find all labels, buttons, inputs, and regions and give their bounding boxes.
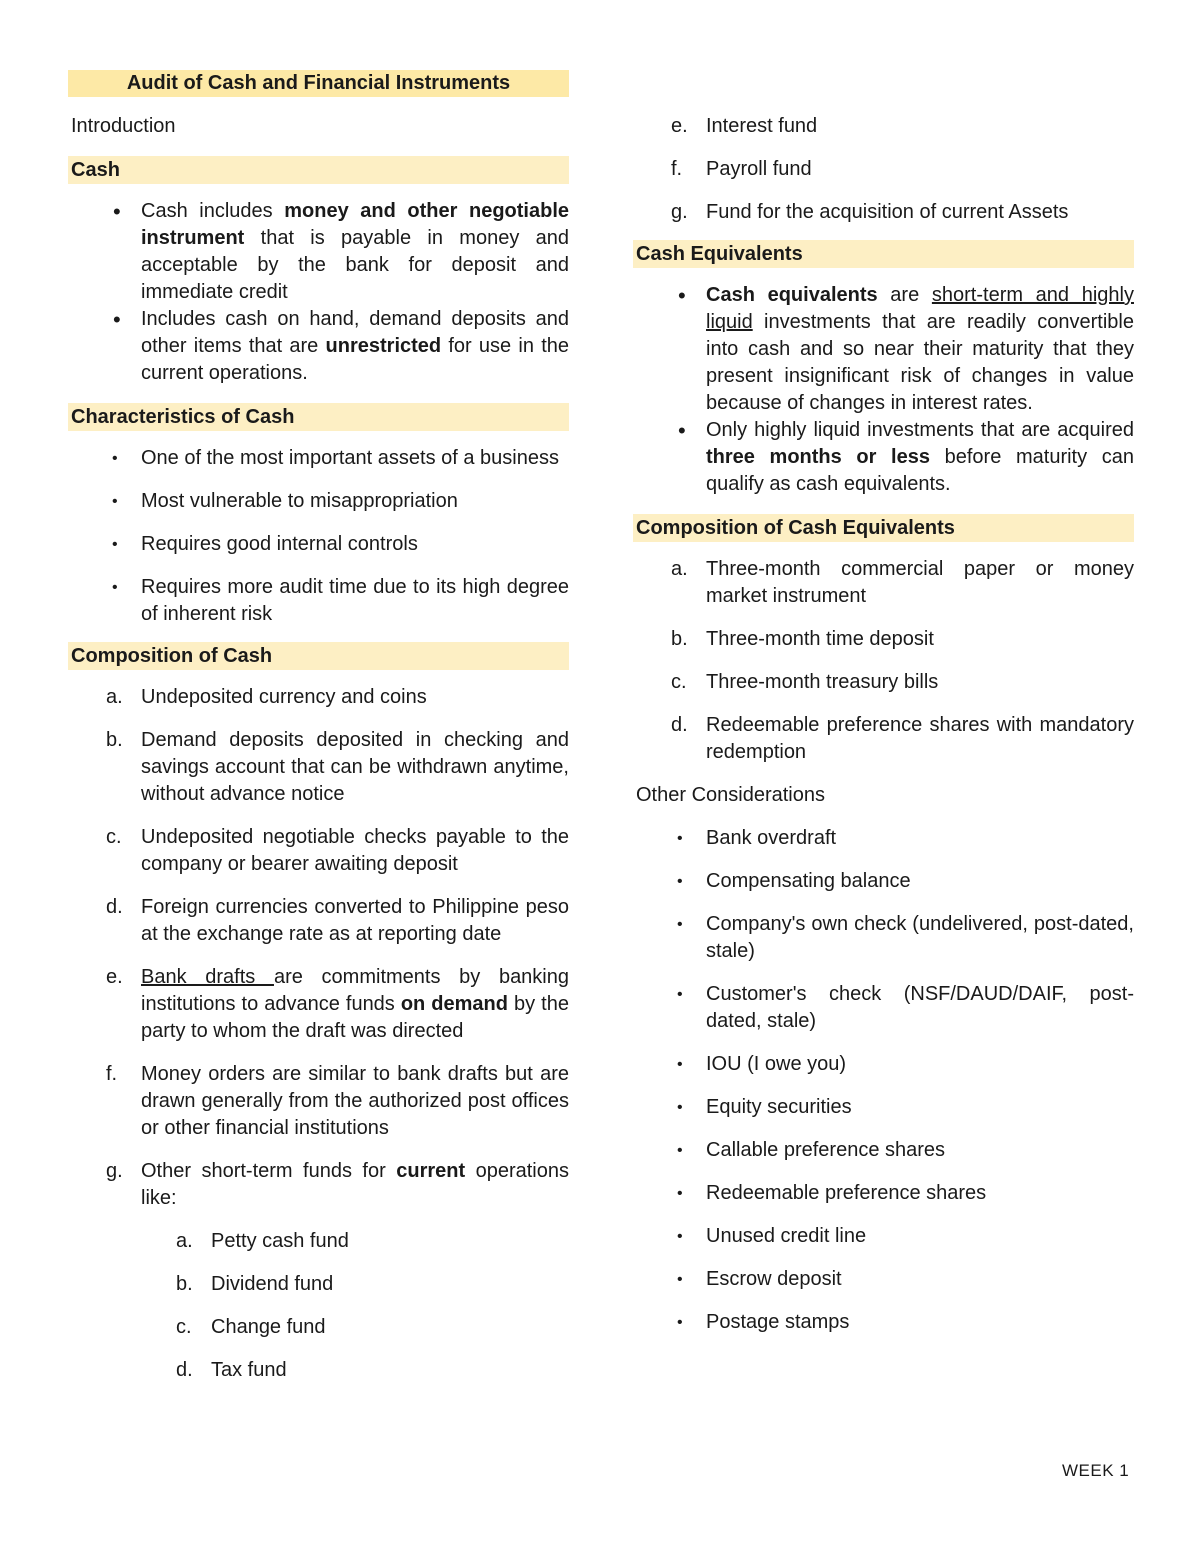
list-item: • Compensating balance [633,868,1134,895]
list-item: • Requires good internal controls [68,531,569,558]
cash-bullet-definition: • Cash includes money and other negotiable instrument that is payable in money and acceptable by the bank for deposit and immediate credit [68,198,569,306]
list-item: • IOU (I owe you) [633,1051,1134,1078]
section-heading-characteristics: Characteristics of Cash [68,403,569,431]
funds-sublist-continued [633,113,1134,226]
list-item: • Company's own check (undelivered, post-dated, stale) [633,911,1134,965]
list-item: • Escrow deposit [633,1266,1134,1293]
cash-bullet-includes: • Includes cash on hand, demand deposits and other items that are unrestricted for use in the current operations. [68,306,569,387]
list-item: d. Foreign currencies converted to Philippine peso at the exchange rate as at reporting date [106,896,569,945]
list-item: a. Petty cash fund [176,1230,349,1252]
list-item: • Most vulnerable to misappropriation [68,488,569,515]
left-column [68,70,569,1400]
list-item: • Bank overdraft [633,825,1134,852]
list-item: • One of the most important assets of a business [68,445,569,472]
list-item: g. Other short-term funds for current operations like: [106,1160,569,1209]
cash-bullet-list [68,198,569,387]
list-item: • Postage stamps [633,1309,1134,1336]
list-item: a. Three-month commercial paper or money market instrument [671,558,1134,607]
list-item: • Customer's check (NSF/DAUD/DAIF, post-dated, stale) [633,981,1134,1035]
list-item: e. Interest fund [671,115,818,137]
list-item: f. Payroll fund [671,158,812,180]
cash-equivalents-definition: • Cash equivalents are short-term and highly liquid investments that are readily convertible into cash and so near their maturity that they present insignificant risk of changes in value because of changes in interest rates. [633,282,1134,417]
list-item: • Equity securities [633,1094,1134,1121]
cash-equivalents-qualification: • Only highly liquid investments that are acquired three months or less before maturity can qualify as cash equivalents. [633,417,1134,498]
section-heading-composition-cash: Composition of Cash [68,642,569,670]
funds-sublist [68,1228,569,1384]
introduction-label: Introduction [71,115,176,137]
list-item: c. Change fund [176,1316,326,1338]
composition-cash-list [68,684,569,1212]
list-item: e. Bank drafts are commitments by banking institutions to advance funds on demand by the party to whom the draft was directed [106,966,569,1042]
list-item: • Callable preference shares [633,1137,1134,1164]
list-item: f. Money orders are similar to bank drafts but are drawn generally from the authorized post offices or other financial institutions [106,1063,569,1139]
list-item: b. Dividend fund [176,1273,334,1295]
page-footer: WEEK 1 [1062,1461,1130,1480]
right-column [633,113,1134,1352]
characteristics-list [68,445,569,628]
list-item: a. Undeposited currency and coins [106,686,427,708]
list-item: • Requires more audit time due to its high degree of inherent risk [68,574,569,628]
section-heading-cash-equivalents: Cash Equivalents [633,240,1134,268]
list-item: g. Fund for the acquisition of current Assets [671,201,1069,223]
section-heading-cash: Cash [68,156,569,184]
list-item: c. Undeposited negotiable checks payable to the company or bearer awaiting deposit [106,826,569,875]
other-considerations-label: Other Considerations [636,784,825,806]
other-considerations-list [633,825,1134,1336]
list-item: b. Three-month time deposit [671,628,934,650]
list-item: b. Demand deposits deposited in checking and savings account that can be withdrawn anytime, without advance notice [106,729,569,805]
list-item: d. Tax fund [176,1359,287,1381]
cash-equivalents-list [633,282,1134,498]
list-item: • Unused credit line [633,1223,1134,1250]
list-item: c. Three-month treasury bills [671,671,939,693]
document-title: Audit of Cash and Financial Instruments [68,70,569,97]
list-item: d. Redeemable preference shares with mandatory redemption [671,714,1134,763]
section-heading-composition-equivalents: Composition of Cash Equivalents [633,514,1134,542]
list-item: • Redeemable preference shares [633,1180,1134,1207]
composition-equivalents-list [633,556,1134,766]
